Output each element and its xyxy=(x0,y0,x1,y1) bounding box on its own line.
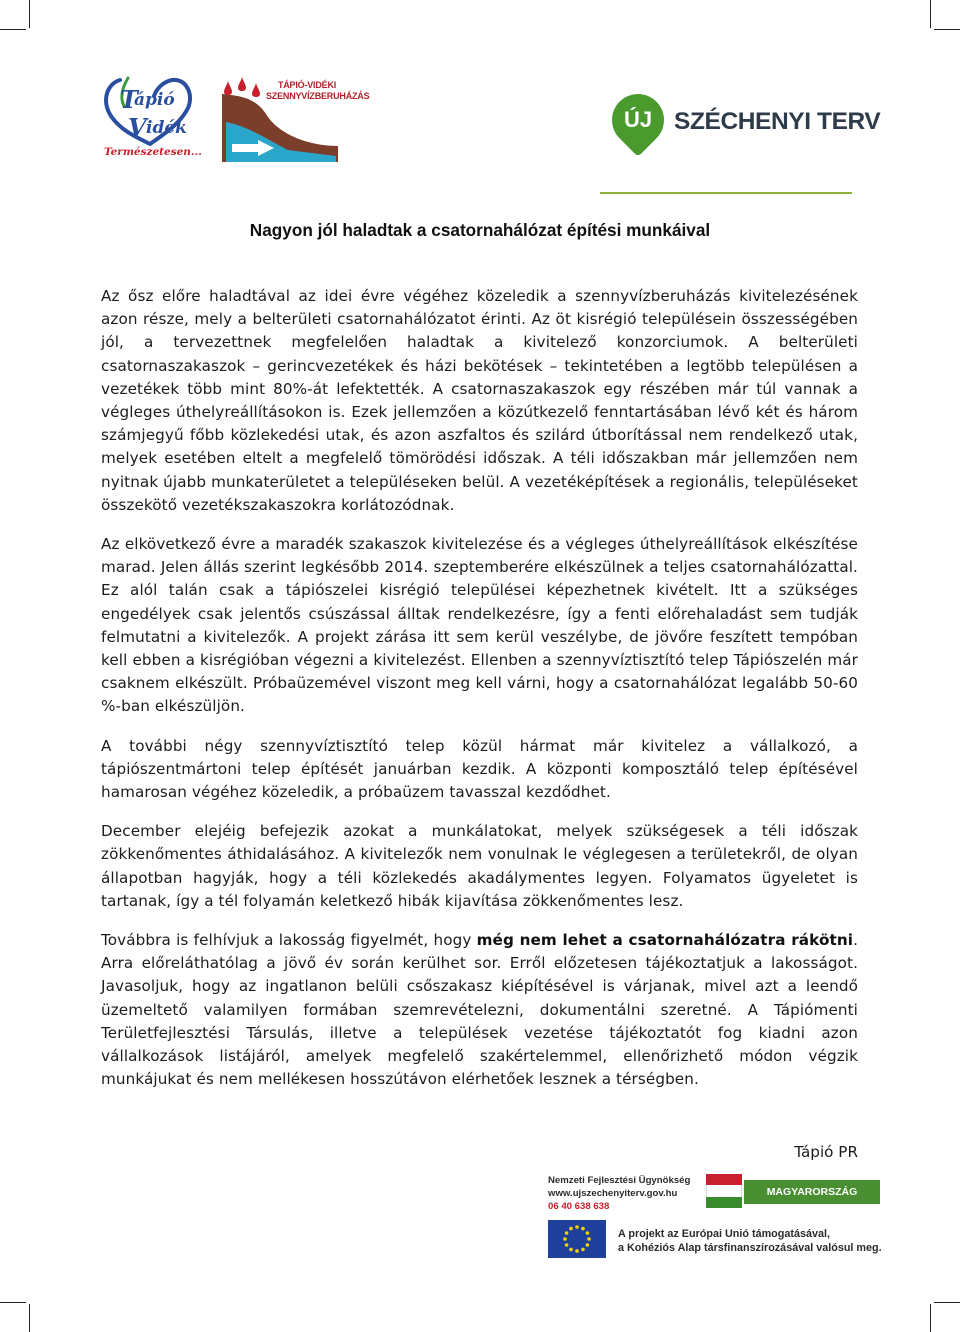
header-rule xyxy=(600,192,852,194)
szenny-logo-line1: TÁPIÓ-VIDÉKI xyxy=(277,80,337,90)
crop-mark-bottom-left xyxy=(29,1304,30,1332)
paragraph: Az elkövetkező évre a maradék szakaszok kivitelezése és a végleges úthelyreállítások elkészítése marad. Jelen állás szerint legkésőbb 2014. szeptemberére elkészülnek a teljes csatornahálózattal. Ez alól talán csak a tápiószelei kisrégió települései képezhetnek kivételt. Itt a szükséges engedélyek csak jelentős csúszással álltak rendelkezésre, így a fenti előrehaladást sem tudják felmutatni a kivitelezők. A projekt zárása itt sem kerül veszélybe, de jövőre feszített tempóban kell ebben a kisrégióban végezni a kivitelezést. Ellenben a szennyvíztisztító telep Tápiószelén már csaknem elkészült. Próbaüzemével viszont meg kell várni, hogy a csatornahálózat legalább 50-60 %-ban elkészüljön. xyxy=(101,535,858,716)
paragraph: Az ősz előre haladtával az idei évre végéhez közeledik a szennyvízberuházás kivitelezésének azon része, mely a belterületi csatornahálózatot érinti. Az öt kisrégió településein összességében jól, a tervezettnek megfelelően haladtak a kivitelező konzorciumok. A belterületi csatornaszakaszok – gerincvezetékek és házi bekötések – tekintetében a legtöbb településen a vezetékek több mint 80%-át lefektették. A csatornaszakaszok egy részében már túl vannak a végleges úthelyreállításokon is. Ezek jellemzően a közútkezelő fenntartásában lévő két és három számjegyű főbb közlekedési utak, és azon aszfaltos és szilárd útborítással nem rendelkező utak, melyek esetében eltelt a megfelelő tömörödési időszak. A téli időszakban már jellemzően nem nyitnak újabb munkaterületet a településeken belül. A vezetéképítések a regionális, településeket összekötő vezetékszakaszokra korlátozódnak. xyxy=(101,287,858,514)
crop-mark-top-right-h xyxy=(934,29,960,30)
crop-mark-bottom-left-h xyxy=(0,1302,26,1303)
tapio-logo-line1: ápió xyxy=(134,90,175,110)
tapio-videk-logo xyxy=(98,74,208,164)
agency-website: www.ujszechenyiterv.gov.hu xyxy=(548,1188,678,1199)
crop-mark-top-left xyxy=(29,0,30,28)
crop-mark-top-left-h xyxy=(0,29,26,30)
szechenyi-logo-name: SZÉCHENYI TERV xyxy=(674,108,881,135)
tapio-logo-tagline: Természetesen... xyxy=(104,146,202,158)
agency-name: Nemzeti Fejlesztési Ügynökség xyxy=(548,1175,691,1186)
eu-line1: A projekt az Európai Unió támogatásával, xyxy=(618,1228,830,1240)
agency-phone: 06 40 638 638 xyxy=(548,1201,610,1212)
paragraph-last-after: . Arra előreláthatólag a jövő év során kerülhet sor. Erről előzetesen tájékoztatjuk a lakosságot. Javasoljuk, hogy az ingatlanon belüli csőszakasz kiépítésével is várjanak, mivel azt a leendő üzemeltető valamilyen formában szemrevételezni, dokumentálni szeretné. A Tápiómenti Területfejlesztési Társulás, illetve a települések vezetése tájékoztatót fog kiadni azon vállalkozások listájáról, amelyek megfelelő szakértelemmel, ellenőrizhető módon végzik munkájukat és nem mellékesen hosszútávon elérhetőek lesznek a térségben. xyxy=(101,931,858,1089)
eu-funding-note xyxy=(618,1227,882,1255)
crop-mark-bottom-right-h xyxy=(934,1302,960,1303)
paragraph-last-before: Továbbra is felhívjuk a lakosság figyelmét, hogy xyxy=(101,931,477,950)
hungarian-flag-icon xyxy=(706,1174,742,1208)
szenny-logo-line2: SZENNYVÍZBERUHÁZÁS xyxy=(266,91,370,101)
crop-mark-top-right xyxy=(930,0,931,28)
magyarorszag-megujul-badge: MAGYARORSZÁG MEGÚJUL xyxy=(744,1180,880,1204)
szechenyi-pin-label: ÚJ xyxy=(623,107,653,132)
crop-mark-bottom-right xyxy=(930,1304,931,1332)
footer-logos xyxy=(540,1170,880,1262)
nfu-block xyxy=(548,1174,690,1213)
tapio-logo-line2: idék xyxy=(146,118,187,138)
warning-emphasis: még nem lehet a csatornahálózatra rákötni xyxy=(476,931,854,950)
paragraph: December elejéig befejezik azokat a munkálatokat, melyek szükségesek a téli időszak zökkenőmentes áthidalásához. A kivitelezők nem vonulnak le véglegesen a területekről, de olyan állapotban hagyják, hogy a téli közlekedés akadálymentes legyen. Folyamatos ügyeletet is tartanak, így a tél folyamán keletkező hibák kijavítása zökkenőmentes lesz. xyxy=(101,822,858,910)
szennyvizberuhazas-logo xyxy=(218,74,370,166)
signature: Tápió PR xyxy=(794,1143,858,1161)
article-body xyxy=(101,285,858,1092)
uj-szechenyi-terv-logo xyxy=(612,94,881,166)
article-title: Nagyon jól haladtak a csatornahálózat építési munkáival xyxy=(249,220,711,240)
eu-flag-icon xyxy=(548,1220,606,1258)
svg-text:V: V xyxy=(128,113,147,142)
paragraph-last xyxy=(101,929,858,1091)
paragraph: A további négy szennyvíztisztító telep közül hármat már kivitelez a vállalkozó, a tápiószentmártoni telep építését januárban kezdik. A központi komposztáló telep építésével hamarosan végéhez közeledik, a próbaüzem tavasszal kezdődhet. xyxy=(101,736,858,802)
svg-text:T: T xyxy=(120,85,138,114)
eu-line2: a Kohéziós Alap társfinanszírozásával valósul meg. xyxy=(618,1242,882,1254)
